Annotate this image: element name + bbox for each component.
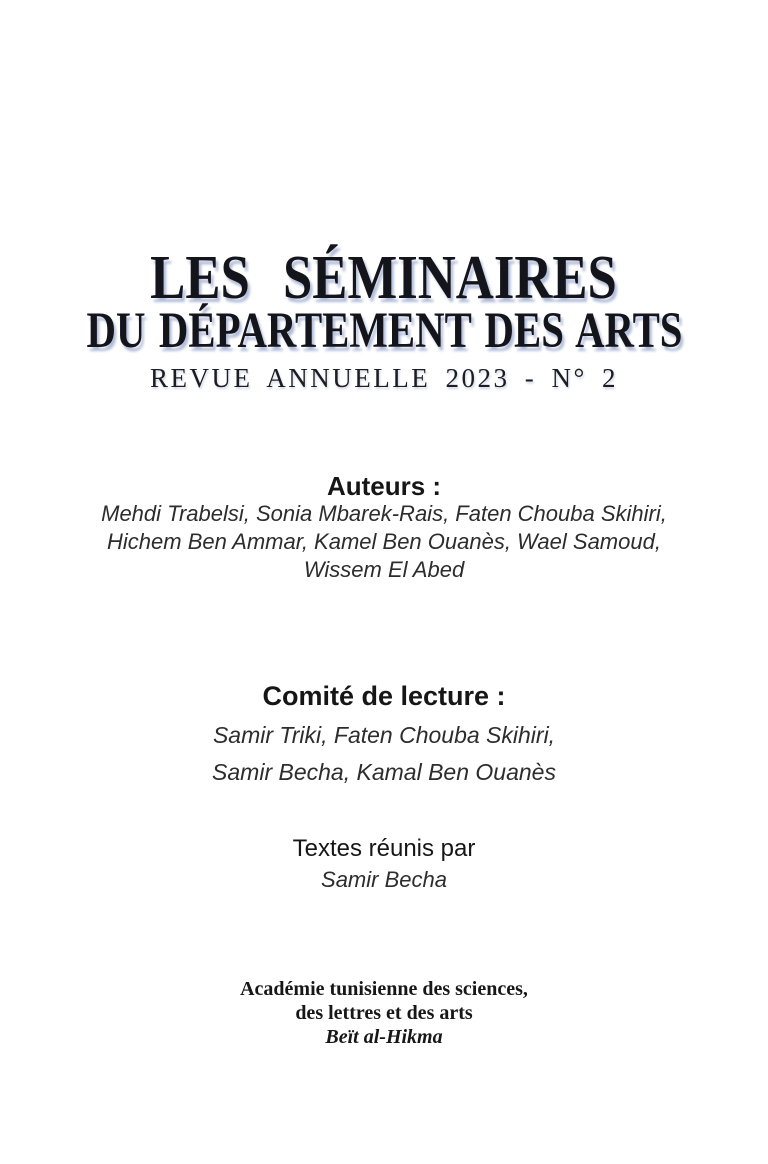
authors-line-2: Hichem Ben Ammar, Kamel Ben Ouanès, Wael Samoud,	[107, 529, 661, 554]
journal-title-line-1-text: LES SÉMINAIRES	[150, 244, 618, 312]
publisher-block	[0, 977, 768, 1049]
authors-line-3: Wissem El Abed	[303, 557, 465, 582]
committee-line-1: Samir Triki, Faten Chouba Skihiri,	[212, 722, 556, 748]
issue-subtitle-text: REVUE ANNUELLE 2023 - N° 2	[149, 363, 618, 393]
journal-title-line-1	[0, 244, 768, 312]
editor-label: Textes réunis par	[292, 835, 476, 862]
journal-title-line-2-text: DU DÉPARTEMENT DES ARTS	[86, 303, 682, 359]
journal-title-line-2	[0, 303, 768, 359]
committee-name-list	[0, 717, 768, 791]
authors-line-1: Mehdi Trabelsi, Sonia Mbarek-Rais, Faten Chouba Skihiri,	[101, 501, 667, 526]
publisher-line-2: des lettres et des arts	[295, 1002, 473, 1024]
authors-heading: Auteurs :	[326, 471, 442, 501]
authors-name-list	[0, 500, 768, 584]
committee-heading: Comité de lecture :	[262, 681, 506, 711]
issue-subtitle	[0, 365, 768, 392]
committee-line-2: Samir Becha, Kamal Ben Ouanès	[212, 759, 556, 785]
publisher-line-1: Académie tunisienne des sciences,	[240, 978, 528, 1000]
editor-name: Samir Becha	[321, 867, 447, 892]
publisher-imprint: Beït al-Hikma	[325, 1026, 443, 1048]
